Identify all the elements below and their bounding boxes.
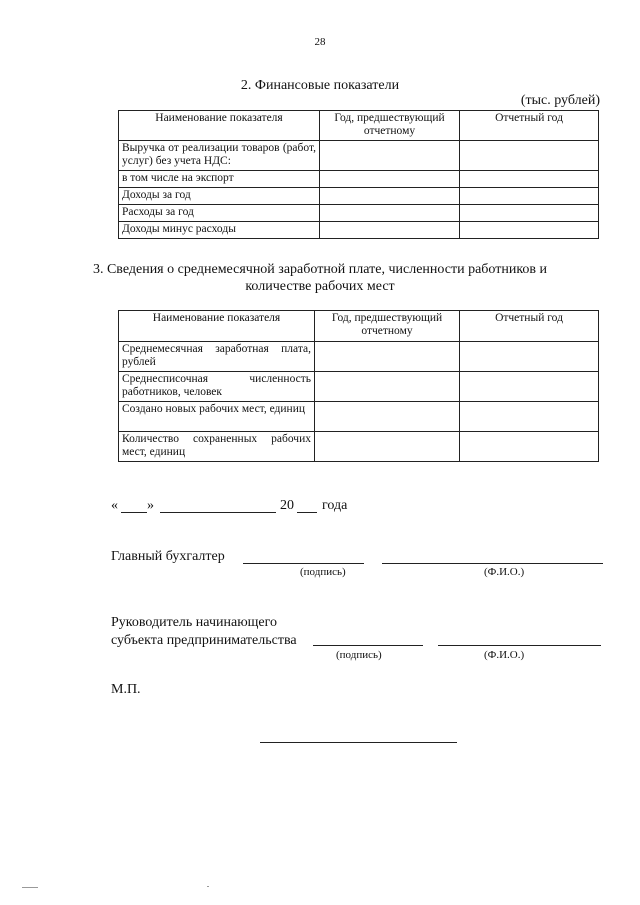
date-close-quote: »: [147, 498, 154, 513]
value-cell[interactable]: [315, 342, 460, 372]
value-cell[interactable]: [320, 171, 460, 188]
year-field[interactable]: [297, 512, 317, 513]
name-caption: (Ф.И.О.): [484, 649, 525, 661]
head-name-field[interactable]: [438, 645, 601, 646]
chief-accountant-label: Главный бухгалтер: [111, 549, 225, 564]
employment-table: [118, 310, 599, 462]
chief-accountant-signature-field[interactable]: [243, 563, 364, 564]
units-label: (тыс. рублей): [520, 93, 600, 108]
closing-divider: [260, 742, 457, 743]
value-cell[interactable]: [460, 342, 599, 372]
year-prefix: 20: [280, 498, 294, 513]
table-header-row: [119, 311, 599, 342]
value-cell[interactable]: [460, 205, 599, 222]
header-previous-year: Год, предшествующий отчетному: [320, 111, 460, 141]
value-cell[interactable]: [320, 205, 460, 222]
head-label-line1: Руководитель начинающего: [111, 615, 278, 630]
row-label: Среднесписочная численность работников, человек: [119, 372, 315, 402]
value-cell[interactable]: [460, 402, 599, 432]
month-field[interactable]: [160, 512, 276, 513]
footer-dot: [207, 886, 209, 887]
table-row: [119, 205, 599, 222]
row-label: Доходы минус расходы: [119, 222, 320, 239]
value-cell[interactable]: [460, 171, 599, 188]
head-label-line2: субъекта предпринимательства: [111, 633, 297, 648]
table-row: [119, 171, 599, 188]
table-header-row: [119, 111, 599, 141]
stamp-label: М.П.: [111, 682, 141, 697]
table-row: [119, 141, 599, 171]
table-row: [119, 372, 599, 402]
header-previous-year: Год, предшествующий отчетному: [315, 311, 460, 342]
day-field[interactable]: [121, 512, 147, 513]
value-cell[interactable]: [320, 141, 460, 171]
value-cell[interactable]: [315, 432, 460, 462]
date-open-quote: «: [111, 498, 118, 513]
row-label: Создано новых рабочих мест, единиц: [119, 402, 315, 432]
header-indicator: Наименование показателя: [119, 111, 320, 141]
value-cell[interactable]: [460, 141, 599, 171]
name-caption: (Ф.И.О.): [484, 566, 525, 578]
row-label: Выручка от реализации товаров (работ, услуг) без учета НДС:: [119, 141, 320, 171]
row-label: Доходы за год: [119, 188, 320, 205]
table-row: [119, 342, 599, 372]
value-cell[interactable]: [460, 372, 599, 402]
header-reporting-year: Отчетный год: [460, 311, 599, 342]
section2-title: 2. Финансовые показатели: [240, 78, 400, 93]
section3-title-line2: количестве рабочих мест: [245, 279, 395, 294]
financial-table: [118, 110, 599, 239]
row-label: Количество сохраненных рабочих мест, единиц: [119, 432, 315, 462]
header-reporting-year: Отчетный год: [460, 111, 599, 141]
value-cell[interactable]: [320, 188, 460, 205]
row-label: в том числе на экспорт: [119, 171, 320, 188]
table-row: [119, 188, 599, 205]
value-cell[interactable]: [315, 372, 460, 402]
value-cell[interactable]: [315, 402, 460, 432]
value-cell[interactable]: [460, 222, 599, 239]
table-row: [119, 402, 599, 432]
section3-title-line1: 3. Сведения о среднемесячной заработной плате, численности работников и: [92, 262, 548, 277]
value-cell[interactable]: [460, 188, 599, 205]
table-row: [119, 222, 599, 239]
header-indicator: Наименование показателя: [119, 311, 315, 342]
row-label: Среднемесячная заработная плата, рублей: [119, 342, 315, 372]
head-signature-field[interactable]: [313, 645, 423, 646]
year-suffix: года: [322, 498, 348, 513]
signature-caption: (подпись): [336, 649, 382, 661]
chief-accountant-name-field[interactable]: [382, 563, 603, 564]
signature-caption: (подпись): [300, 566, 346, 578]
page-number: 28: [314, 36, 326, 48]
value-cell[interactable]: [460, 432, 599, 462]
footer-mark: [22, 887, 38, 888]
value-cell[interactable]: [320, 222, 460, 239]
row-label: Расходы за год: [119, 205, 320, 222]
table-row: [119, 432, 599, 462]
